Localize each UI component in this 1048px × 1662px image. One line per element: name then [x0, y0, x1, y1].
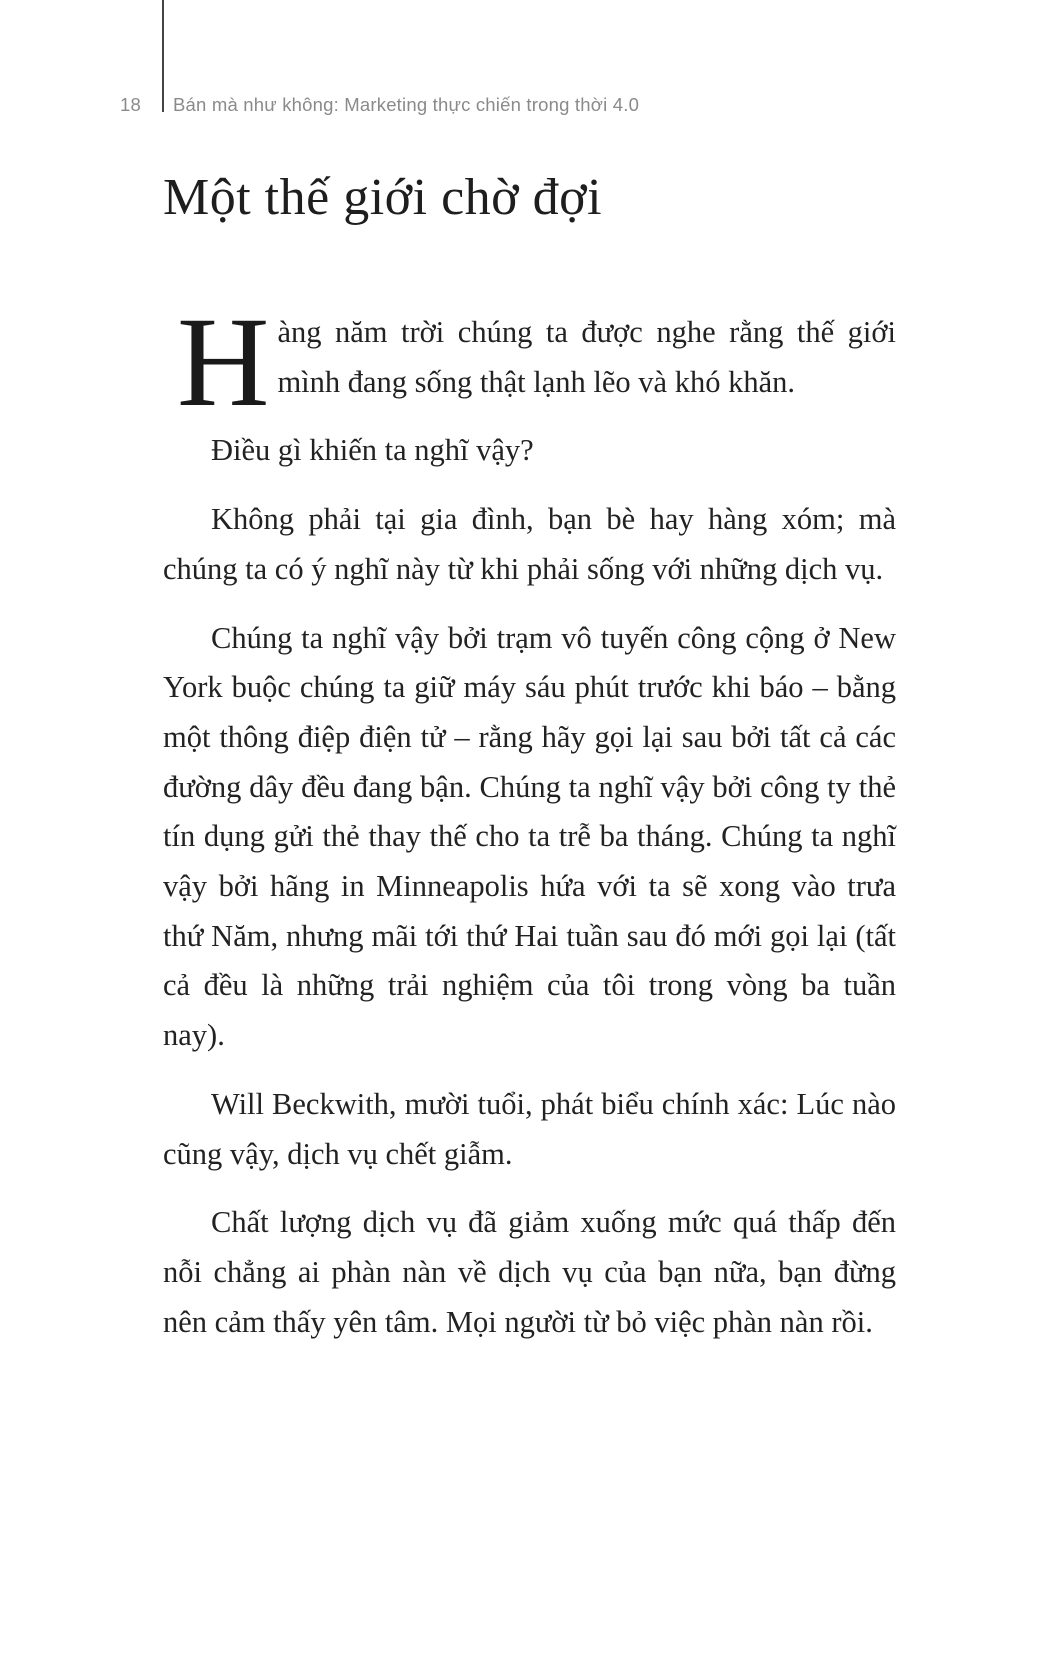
- page-number: 18: [120, 94, 141, 115]
- paragraph: Không phải tại gia đình, bạn bè hay hàng xóm; mà chúng ta có ý nghĩ này từ khi phải sống với những dịch vụ.: [163, 502, 896, 586]
- body-text: [163, 291, 896, 1366]
- paragraph: Chúng ta nghĩ vậy bởi trạm vô tuyến công cộng ở New York buộc chúng ta giữ máy sáu phút trước khi báo – bằng một thông điệp điện tử – rằng hãy gọi lại sau bởi tất cả các đường dây đều đang bận. Chúng ta nghĩ vậy bởi công ty thẻ tín dụng gửi thẻ thay thế cho ta trễ ba tháng. Chúng ta nghĩ vậy bởi hãng in Minneapolis hứa với ta sẽ xong vào trưa thứ Năm, nhưng mãi tới thứ Hai tuần sau đó mới gọi lại (tất cả đều là những trải nghiệm của tôi trong vòng ba tuần nay).: [163, 620, 896, 1053]
- first-paragraph: [163, 291, 896, 433]
- paragraph: Will Beckwith, mười tuổi, phát biểu chính xác: Lúc nào cũng vậy, dịch vụ chết giẫm.: [163, 1086, 896, 1171]
- chapter-title: Một thế giới chờ đợi: [163, 169, 603, 226]
- drop-cap: H: [177, 291, 270, 433]
- paragraph: Chất lượng dịch vụ đã giảm xuống mức quá thấp đến nỗi chẳng ai phàn nàn về dịch vụ của bạn nữa, bạn đừng nên cảm thấy yên tâm. Mọi người từ bỏ việc phàn nàn rồi.: [163, 1205, 896, 1339]
- first-paragraph-text: àng năm trời chúng ta được nghe rằng thế giới mình đang sống thật lạnh lẽo và khó khăn.: [277, 315, 896, 399]
- running-head: [0, 94, 1048, 122]
- running-title: Bán mà như không: Marketing thực chiến trong thời 4.0: [173, 94, 640, 115]
- paragraph: Điều gì khiến ta nghĩ vậy?: [211, 433, 534, 468]
